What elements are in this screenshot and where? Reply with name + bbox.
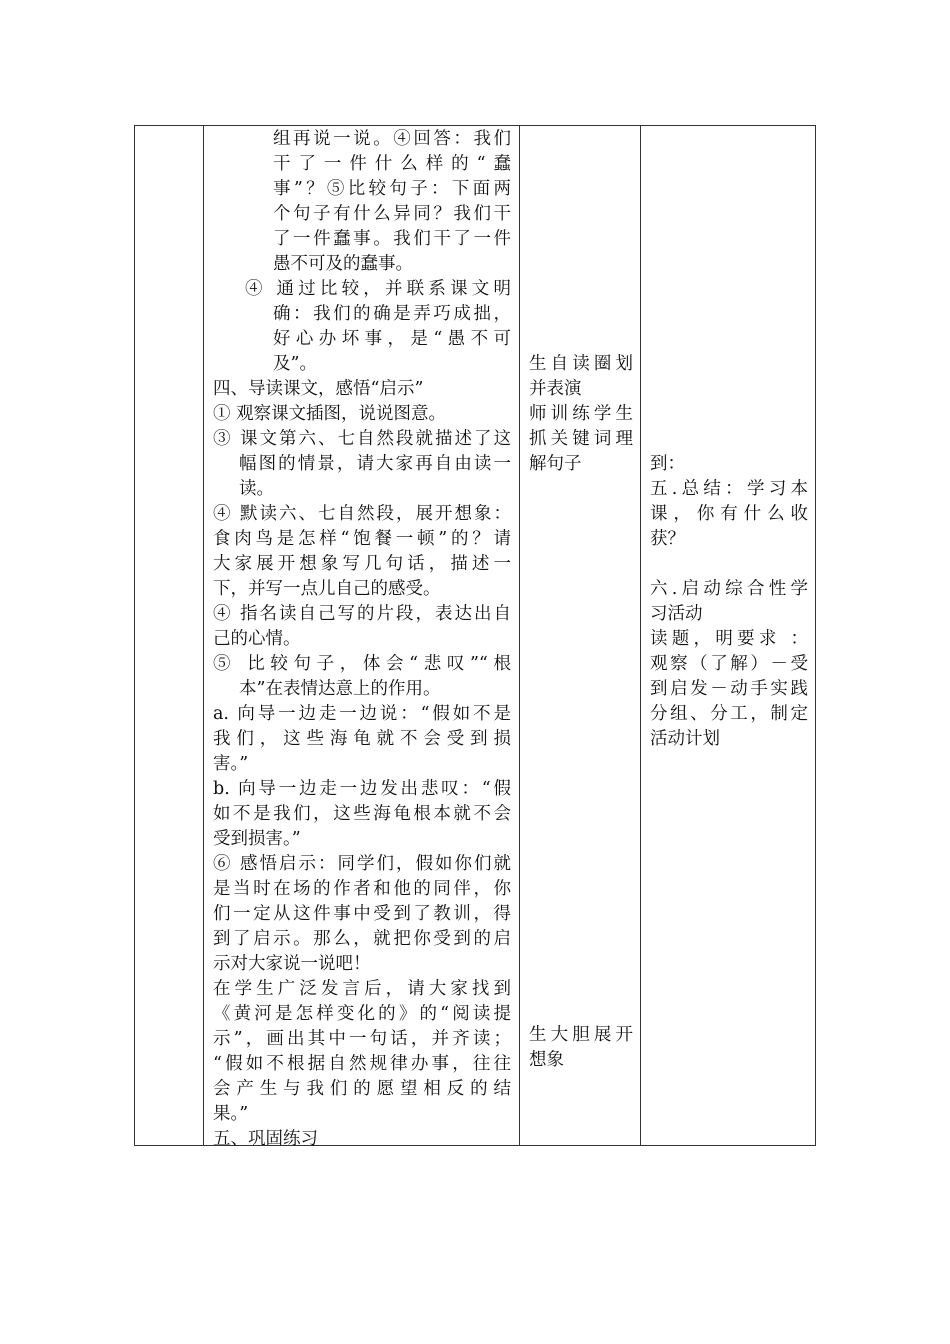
summary-line: 活动计划: [650, 729, 720, 749]
summary-line: 读题，明要求 ：: [650, 629, 808, 649]
process-line: “假如不根据自然规律办事，往往: [213, 1054, 511, 1074]
process-line: ④ 通过比较，并联系课文明: [245, 279, 511, 299]
summary-line: 六.启动综合性学: [650, 579, 808, 599]
process-line: 己的心情。: [213, 629, 301, 649]
activity-line: 抓关键词理: [529, 429, 633, 449]
summary-line: 习活动: [650, 604, 703, 624]
activity-line: 并表演: [529, 379, 582, 399]
process-line: ⑤ 比较句子，体会“悲叹”“根: [213, 654, 511, 674]
process-line: 受到损害。”: [213, 829, 301, 849]
process-line: ④ 指名读自己写的片段，表达出自: [213, 604, 511, 624]
process-line: b. 向导一边走一边发出悲叹：“假: [213, 779, 511, 799]
table-cell-activity-2: [529, 1023, 633, 1073]
table-cell-summary: [650, 452, 808, 752]
process-line: 是当时在场的作者和他的同伴，你: [213, 879, 511, 899]
process-line: 个句子有什么异同？我们干: [273, 204, 511, 224]
summary-line: 分组、分工，制定: [650, 704, 808, 724]
summary-line: 课，你有什么收: [650, 504, 808, 524]
summary-line: 到：: [650, 454, 685, 474]
activity-line: 解句子: [529, 454, 582, 474]
process-line: 食肉鸟是怎样“饱餐一顿”的？请: [213, 529, 511, 549]
process-line: 会产生与我们的愿望相反的结: [213, 1079, 511, 1099]
process-line: 及”。: [273, 354, 317, 374]
table-cell-process: [213, 127, 511, 1152]
table-divider-1: [203, 125, 204, 1146]
table-border-left: [134, 125, 135, 1146]
process-line: 我们，这些海龟就不会受到损: [213, 729, 511, 749]
process-line: ④ 默读六、七自然段，展开想象：: [213, 504, 511, 524]
process-line: 幅图的情景，请大家再自由读一: [239, 454, 511, 474]
process-line: ③ 课文第六、七自然段就描述了这: [213, 429, 511, 449]
process-line: 害。”: [213, 754, 249, 774]
process-line: 确：我们的确是弄巧成拙，: [273, 304, 511, 324]
process-line: 愚不可及的蠢事。: [273, 254, 413, 274]
table-cell-activity: [529, 352, 633, 477]
process-line: 事”？⑤比较句子：下面两: [273, 179, 511, 199]
process-line: 好心办坏事，是“愚不可: [273, 329, 511, 349]
process-line: 组再说一说。④回答：我们: [273, 129, 511, 149]
process-line: 读。: [239, 479, 274, 499]
process-line: 如不是我们，这些海龟根本就不会: [213, 804, 511, 824]
process-line: 本”在表情达意上的作用。: [239, 679, 441, 699]
activity-line: 想象: [529, 1050, 564, 1070]
process-line: 《黄河是怎样变化的》的“阅读提: [213, 1004, 511, 1024]
activity-line: 生自读圈划: [529, 354, 633, 374]
summary-line: 获？: [650, 529, 685, 549]
process-line: 在学生广泛发言后，请大家找到: [213, 979, 511, 999]
summary-line: 到启发－动手实践: [650, 679, 808, 699]
process-line: 干了一件什么样的“蠢: [273, 154, 511, 174]
process-line: ① 观察课文插图，说说图意。: [213, 404, 447, 424]
process-line: 五、巩固练习: [213, 1129, 318, 1149]
table-top-border: [134, 125, 816, 126]
process-line: 大家展开想象写几句话，描述一: [213, 554, 511, 574]
process-line: ⑥ 感悟启示：同学们，假如你们就: [213, 854, 511, 874]
process-line: 示”，画出其中一句话，并齐读；: [213, 1029, 511, 1049]
process-line: 果。”: [213, 1104, 249, 1124]
process-line: 示对大家说一说吧！: [213, 954, 371, 974]
summary-line: 五.总结：学习本: [650, 479, 808, 499]
table-border-right: [815, 125, 816, 1146]
process-line: 到了启示。那么，就把你受到的启: [213, 929, 511, 949]
table-divider-3: [640, 125, 641, 1146]
process-line: 们一定从这件事中受到了教训，得: [213, 904, 511, 924]
process-line: 四、导读课文，感悟“启示”: [213, 379, 424, 399]
summary-line: [650, 552, 808, 577]
summary-line: 观察（了解）－受: [650, 654, 808, 674]
activity-line: 生大胆展开: [529, 1025, 633, 1045]
process-line: a. 向导一边走一边说：“假如不是: [213, 704, 511, 724]
process-line: 下，并写一点儿自己的感受。: [213, 579, 441, 599]
activity-line: 师训练学生: [529, 404, 633, 424]
process-line: 了一件蠢事。我们干了一件: [273, 229, 511, 249]
table-divider-2: [519, 125, 520, 1146]
